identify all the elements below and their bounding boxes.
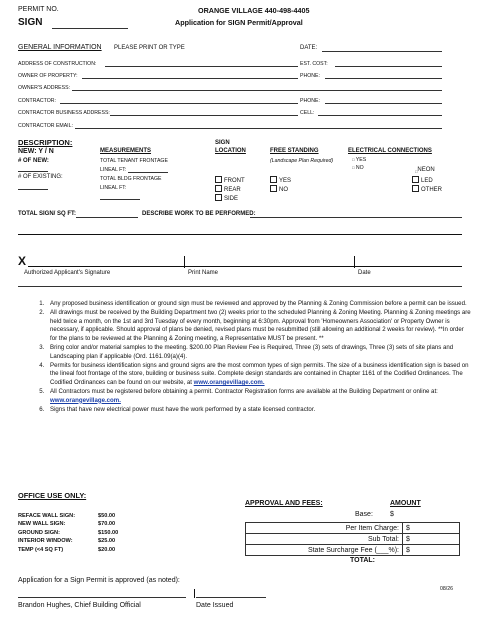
electrical-no[interactable]: □ NO — [352, 165, 364, 171]
owner-address-field[interactable] — [72, 90, 442, 91]
contractor-phone-field[interactable] — [325, 103, 442, 104]
work-label: DESCRIBE WORK TO BE PERFORMED: — [142, 211, 256, 217]
address-label: ADDRESS OF CONSTRUCTION: — [18, 61, 97, 67]
amount-heading: AMOUNT — [390, 500, 421, 507]
note-item: 2. All drawings must be received by the Building Department two (2) weeks prior to the scheduled Planning & Zoning Meeting. Planning & Zoning meetings are held twice a month, on the 1st and 3rd Tuesday of every month, beginning at 6:30pm. Approval from 'Homeowners Association' or Property Owner is necessary, if applicable. Should approval of plans be denied, revised plans must be resubmitted (still allowing an additional 2 weeks for review). **In order for the plans to be reviewed at the Planning & Zoning meeting, a Representative MUST be present. ** — [46, 309, 472, 343]
owner-address-label: OWNER'S ADDRESS: — [18, 85, 71, 91]
landscape-note: (Landscape Plan Required) — [270, 158, 334, 164]
contractor-label: CONTRACTOR: — [18, 98, 56, 104]
print-name-label: Print Name — [188, 270, 219, 276]
approval-heading: APPROVAL AND FEES: — [245, 500, 323, 507]
side-checkbox[interactable]: SIDE — [215, 194, 238, 202]
fee-row: TEMP (<4 SQ FT) $20.00 — [18, 546, 116, 553]
est-cost-field[interactable] — [335, 66, 442, 67]
sign-location-label: SIGN — [215, 140, 230, 146]
free-no-checkbox[interactable]: NO — [270, 185, 288, 193]
fee-label: Sub Total: — [246, 534, 403, 545]
fees-row — [246, 523, 460, 534]
note-item: 6. Signs that have new electrical power must have the work performed by a state licensed contractor. — [46, 406, 472, 415]
signature-divider — [354, 256, 355, 268]
cell-label: CELL: — [300, 110, 315, 116]
note-item: 1. Any proposed business identification or ground sign must be reviewed and approved by the Planning & Zoning Commission before a permit can be issued. — [46, 300, 472, 309]
address-field[interactable] — [105, 66, 298, 67]
new-yn: NEW: Y / N — [18, 148, 54, 155]
form-title: Application for SIGN Permit/Approval — [175, 18, 303, 27]
work-field[interactable] — [250, 217, 462, 218]
neon-checkbox[interactable]: $_□$NEON — [415, 167, 435, 174]
owner-label: OWNER OF PROPERTY: — [18, 73, 78, 79]
sign-label: SIGN — [18, 17, 43, 28]
print-note: PLEASE PRINT OR TYPE — [114, 45, 185, 51]
free-standing-heading: FREE STANDING — [270, 148, 319, 154]
applicant-signature-label: Authorized Applicant's Signature — [24, 270, 111, 276]
contractor-email-label: CONTRACTOR EMAIL: — [18, 123, 73, 129]
general-heading: GENERAL INFORMATION — [18, 44, 102, 51]
contractor-field[interactable] — [60, 103, 298, 104]
phone-label: PHONE: — [300, 73, 320, 79]
official-signature-line[interactable] — [18, 597, 186, 598]
est-cost-label: EST. COST: — [300, 61, 328, 67]
num-new-field[interactable] — [18, 171, 48, 172]
total-sign-label: TOTAL SIGN/ SQ FT: — [18, 211, 77, 217]
front-checkbox[interactable]: FRONT — [215, 176, 245, 184]
fees-row — [246, 534, 460, 545]
permit-no-label: PERMIT NO. — [18, 6, 59, 13]
approved-statement: Application for a Sign Permit is approved (as noted): — [18, 577, 180, 584]
contractor-business-label: CONTRACTOR BUSINESS ADDRESS: — [18, 110, 110, 116]
lineal-ft-1: LINEAL FT: — [100, 167, 127, 173]
lineal-ft-2: LINEAL FT: — [100, 185, 127, 191]
fee-row: GROUND SIGN: $150.00 — [18, 529, 119, 536]
other-checkbox[interactable]: OTHER — [412, 185, 442, 193]
fees-table — [245, 522, 460, 556]
date-field[interactable] — [322, 51, 442, 52]
fee-row: REFACE WALL SIGN: $50.00 — [18, 513, 116, 519]
location-heading: LOCATION — [215, 148, 246, 154]
signature-date-label: Date — [358, 270, 371, 276]
fee-row: INTERIOR WINDOW: $25.00 — [18, 538, 116, 545]
fee-amount[interactable]: $ — [403, 523, 460, 534]
description-heading: DESCRIPTION: — [18, 138, 73, 147]
total-bldg-label: TOTAL BLDG FRONTAGE — [100, 176, 162, 182]
fee-row: NEW WALL SIGN: $70.00 — [18, 521, 116, 528]
date-issued-line[interactable] — [196, 597, 266, 598]
signature-line[interactable] — [28, 266, 462, 267]
footer-divider — [194, 589, 195, 598]
num-existing-label: # OF EXISTING: — [18, 174, 63, 180]
signature-divider — [184, 256, 185, 268]
work-field-line-2[interactable] — [18, 234, 462, 235]
village-header: ORANGE VILLAGE 440-498-4405 — [198, 6, 310, 15]
owner-field[interactable] — [82, 78, 298, 79]
instructions-list — [36, 300, 472, 415]
electrical-yes[interactable]: □ YES — [352, 157, 367, 163]
permit-no-field[interactable] — [52, 28, 128, 29]
signature-x: X — [18, 254, 27, 268]
measurements-heading: MEASUREMENTS — [100, 148, 152, 154]
base-dollar: $ — [390, 511, 394, 518]
rear-checkbox[interactable]: REAR — [215, 185, 241, 193]
note-item: 4. Permits for business identification signs and ground signs are the most common types of sign permits. The size of a business identification sign is based on the lineal foot frontage of the store, building or business suite. Complete design standards are contained in Chapter 1161 of the Codified Ordinances. The Codified Ordinances can be found on our website, at www.orangevillage.com. — [46, 362, 472, 388]
total-label: TOTAL: — [350, 557, 376, 564]
fee-label: State Surcharge Fee (___%): — [246, 545, 403, 556]
fee-amount[interactable]: $ — [403, 534, 460, 545]
electrical-heading: ELECTRICAL CONNECTIONS — [348, 148, 432, 154]
fee-label: Per Item Charge: — [246, 523, 403, 534]
contractor-business-field[interactable] — [110, 115, 298, 116]
num-new-label: # OF NEW: — [18, 158, 49, 164]
lineal-ft-2-field[interactable] — [100, 199, 140, 200]
fee-amount[interactable]: $ — [403, 545, 460, 556]
free-yes-checkbox[interactable]: YES — [270, 176, 291, 184]
revision-date: 08/26 — [440, 586, 453, 592]
total-tenant-label: TOTAL TENANT FRONTAGE — [100, 158, 168, 164]
fees-row — [246, 545, 460, 556]
cell-field[interactable] — [318, 115, 442, 116]
note-item: 5. All Contractors must be registered before obtaining a permit. Contractor Registration forms are available at the Building Department or online at: www.orangevillage.com. — [46, 388, 472, 405]
website-link[interactable]: www.orangevillage.com. — [50, 396, 121, 404]
total-sign-field[interactable] — [76, 217, 138, 218]
led-checkbox[interactable]: LED — [412, 176, 433, 184]
num-existing-field[interactable] — [18, 189, 48, 190]
date-issued-label: Date Issued — [196, 602, 234, 609]
note-item: 3. Bring color and/or material samples to the meeting. $200.00 Plan Review Fee is Required, Three (3) sets of drawings, Three (3) sets of site plans and Landscaping plan if applicable (Ord. 1161.09(a)(4). — [46, 344, 472, 361]
phone-field[interactable] — [325, 78, 442, 79]
contractor-email-field[interactable] — [75, 128, 442, 129]
date-label: DATE: — [300, 45, 318, 51]
fee-schedule — [18, 512, 118, 554]
lineal-ft-1-field[interactable] — [128, 172, 168, 173]
office-use-heading: OFFICE USE ONLY: — [18, 491, 87, 500]
contractor-phone-label: PHONE: — [300, 98, 320, 104]
website-link[interactable]: www.orangevillage.com. — [193, 378, 265, 386]
section-divider — [18, 286, 462, 287]
base-label: Base: — [355, 511, 373, 518]
official-name: Brandon Hughes, Chief Building Official — [18, 602, 141, 609]
